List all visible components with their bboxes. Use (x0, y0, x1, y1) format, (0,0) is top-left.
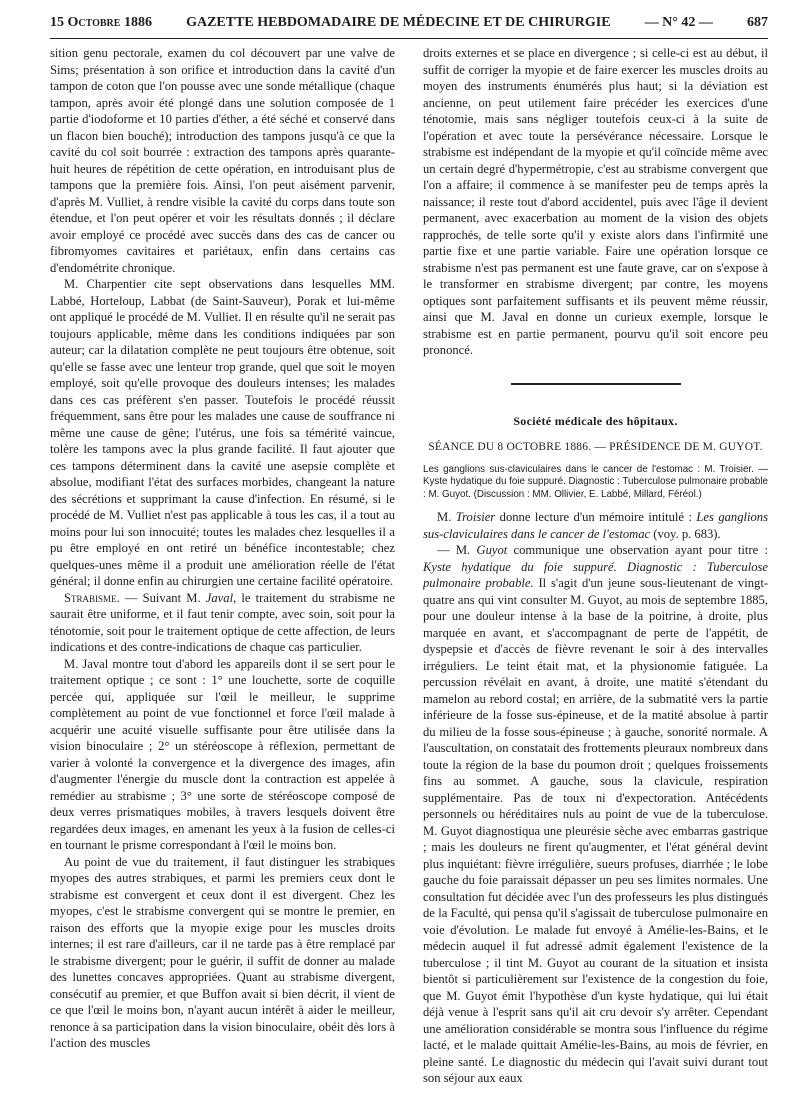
paragraph: Au point de vue du traitement, il faut distinguer les strabiques myopes des autres strabiques, et parmi les premiers ceux dont le strabisme est convergent et ceux dont il est divergent. Chez les myopes, c'est le strabisme convergent qui se montre le premier, en raison des efforts que la myopie exige pour les muscles droits internes; il est rare d'ailleurs, car il ne tarde pas à être remplacé par le strabisme divergent; pour le guérir, il suffit de donner au malade des lunettes concaves appropriées. Quant au strabisme divergent, consécutif au premier, et que Buffon avait si bien décrit, il vient de ce que l'œil le moins bon, n'ayant aucun intérêt à aider le meilleur, renonce à sa participation dans la vision binoculaire, obéit dès lors à l'action des muscles (50, 854, 395, 1050)
author-name: Troisier (455, 510, 496, 524)
paragraph: sition genu pectorale, examen du col découvert par une valve de Sims; présentation à son orifice et introduction dans la cavité d'un tampon de coton que l'on pousse avec une sonde métallique (chaque tampon, après avoir été plongé dans une solution composée de 1 partie d'iodoforme et 10 parties d'éther, a été séché et conservé dans un flacon bien bouché); introduction des tampons jusqu'à ce que la cavité du col soit bourrée : extraction des tampons après quarante-huit heures de répétition de cette opération, en introduisant plus de tampons que la première fois. Ainsi, l'on peut aisément parvenir, d'après M. Vulliet, à rendre visible la cavité du corps dans toute son étendue, et l'on peut opérer et voir les résultats donnés ; il déclare avoir employé ce procédé avec succès dans des cas de cancer ou fibromyomes cavitaires et pariétaux, enfin dans certains cas d'endométrite chronique. (50, 46, 395, 275)
section-lead: Strabisme. (64, 590, 120, 605)
text-run: donne lecture d'un mémoire intitulé : (495, 510, 697, 524)
paragraph (423, 509, 768, 542)
session-summary: Les ganglions sus-claviculaires dans le cancer de l'estomac : M. Troisier. — Kyste hydatique du foie suppuré. Diagnostic : Tuberculose pulmonaire probable : M. Guyot. (Discussion : MM. Ollivier, E. Labbé, Millard, Féréol.) (423, 463, 768, 500)
paragraph (423, 542, 768, 1087)
text-run: communique une observation ayant pour titre : (507, 543, 768, 557)
text-run: , le traitement du strabisme ne saurait être uniforme, et il faut tenir compte, avec soin, soit pour la ténotomie, soit pour le traitement optique de cette affection, de leurs indications et des contre-indications de chaque cas particulier. (50, 590, 395, 654)
left-column (50, 45, 395, 1087)
journal-title: GAZETTE HEBDOMADAIRE DE MÉDECINE ET DE CHIRURGIE (186, 15, 611, 30)
paragraph: M. Charpentier cite sept observations dans lesquelles MM. Labbé, Horteloup, Labbat (de Saint-Sauveur), Porak et lui-même ont appliqué le procédé de M. Vulliet. Il en résulte qu'il ne serait pas toujours applicable, même dans les conditions indiquées par son auteur; car la dilatation complète ne peut toujours être obtenue, soit qu'elle se fasse avec une lenteur trop grande, quel que soit le moyen employé, soit qu'elle provoque des douleurs intenses; les malades dans ces cas préfèrent s'en passer. Toutefois le procédé réussit fréquemment, sans être pour les malades une cause de souffrance ni même une cause de gêne; l'utérus, une fois sa témérité vaincue, tolère les tampons avec la plus grande facilité. Il faut ajouter que ces tampons déterminent dans la cavité une asepsie complète et absolue, modifiant l'état des surfaces morbides, changeant la nature des sécrétions et supprimant la cause d'infection. En résumé, si le procédé de M. Vulliet n'est pas applicable à tous les cas, il a tout au moins pour lui son innocuité; toutes les malades chez lesquelles il a pu être employé en ont retiré un bénéfice incontestable; chez quelques-unes même il a produit une amélioration réelle de l'état général; il donne enfin au chirurgien une certaine facilité opératoire. (50, 277, 395, 588)
memoir-title: Les ganglions sus-claviculaires dans le cancer de l'estomac (423, 510, 768, 541)
issue-date: 15 Octobre 1886 (50, 15, 152, 30)
two-column-body (50, 45, 768, 1087)
journal-page (0, 8, 800, 1095)
paragraph: M. Javal montre tout d'abord les appareils dont il se sert pour le traitement optique ; ce sont : 1° une louchette, sorte de coquille percée qui, appliquée sur l'œil le meilleur, le supprime complètement au point de vue fonctionnel et force l'œil malade à acquérir une acuité visuelle suffisante pour être utilisée dans la vision binoculaire ; 2° un stéréoscope à réflexion, permettant de varier à volonté la convergence et la divergence des images, afin d'augmenter l'énergie du muscle dont la contraction est appelée à remédier au strabisme ; 3° une sorte de stéréoscope composé de deux verres prismatiques mobiles, à travers lesquels doivent être regardées deux images, en amenant les yeux à la fusion de celles-ci en tournant le prisme correspondant à l'œil le moins bon. (50, 656, 395, 852)
text-run: — M. (437, 543, 477, 557)
text-run: M. (437, 510, 456, 524)
paragraph (50, 590, 395, 656)
right-column (423, 45, 768, 1087)
paragraph: droits externes et se place en divergence ; si celle-ci est au début, il suffit de corriger la myopie et de faire exercer les muscles droits au moyen des instruments énumérés plus haut; si la déviation est ancienne, on peut utilement faire précéder les exercices d'une ténotomie, mais sans négliger toutefois ceux-ci à la suite de l'opération et avec toute la persévérance nécessaire. Lorsque le strabisme est indépendant de la myopie et qu'il coïncide même avec un certain degré d'hypermétropie, c'est au strabisme convergent que l'on a affaire; il commence à se manifester peu de temps après la naissance; il reste tout d'abord accidentel, puis avec l'âge il devient permanent, avec exacerbation au moment de la vision des objets rapprochés, de telle sorte qu'il y existe alors dans l'infirmité une partie fixe et une partie variable. Faire une opération lorsque ce strabisme n'est pas permanent est une faute grave, car on s'expose à le transformer en strabisme divergent; par contre, les moyens optiques sont parfaitement suffisants et ils peuvent même réussir, ainsi que M. Javal en donne un curieux exemple, lorsque le strabisme est en partie permanent, pourvu qu'il soit encore peu prononcé. (423, 46, 768, 357)
page-number: 687 (746, 15, 768, 30)
author-name: Guyot (476, 543, 508, 557)
issue-number: — N° 42 — (644, 15, 713, 30)
section-heading: Société médicale des hôpitaux. (513, 413, 678, 428)
author-name: Javal (205, 590, 234, 605)
section-divider (511, 383, 681, 385)
text-run: Il s'agit d'un jeune sous-lieutenant de vingt-quatre ans qui vint consulter M. Guyot, au mois de septembre 1885, pour une douleur intense à la base de la poitrine, à droite, plus marquée en avant, et s'accompagnant de perte de l'appétit, de dyspepsie et d'accès de fièvre revenant le soir à des intervalles irréguliers. Le teint était mat, et la physionomie fatiguée. La percussion révélait en avant, à droite, une matité s'étendant du mamelon au rebord costal; en arrière, de la submatité vers la partie inférieure de la fosse sus-épineuse, et de la matité absolue à partir du milieu de la fosse sous-épineuse ; à gauche, sonorité normale. A l'auscultation, on constatait des frottements pleuraux nombreux dans toute la région de la base du poumon droit ; quelques froissements fins au sommet. A gauche, sous la clavicule, respiration supplémentaire. Pas de toux ni d'expectoration. Antécédents personnels ou héréditaires nuls au point de vue de la tuberculose. M. Guyot diagnostiqua une pleurésie sèche avec embarras gastrique ; mais les douleurs ne firent qu'augmenter, et l'état général devint plus inquiétant: fièvre irrégulière, sueurs profuses, diarrhée ; le lobe gauche du foie paraissait dépasser un peu ses limites normales. Une consultation fut décidée avec l'un des professeurs les plus distingués de la Faculté, qui pensa qu'il s'agissait de tuberculose pulmonaire en voie d'évolution. Le malade fut envoyé à Amélie-les-Bains, et le médecin auquel il fut adressé admit également l'existence de la tuberculose ; il tint M. Guyot au courant de la situation et insista bientôt si particulièrement sur l'existence de la congestion du foie, que M. Guyot émit l'hypothèse d'un kyste hydatique, qui lui était déjà venue à l'esprit sans qu'il ait cru devoir s'y arrêter. Cependant une amélioration considérable se montra sous l'influence du régime lacté, et le malade quittait Amélie-les-Bains, au mois de février, en pleine santé. Le diagnostic du médecin qui l'avait suivi durant tout son séjour aux eaux (423, 576, 768, 1085)
text-run: — Suivant M. (119, 590, 206, 605)
session-line: SÉANCE DU 8 OCTOBRE 1886. — PRÉSIDENCE DE M. GUYOT. (428, 441, 763, 453)
running-header (50, 8, 768, 39)
observation-title: Kyste hydatique du foie suppuré. Diagnostic : Tuberculose pulmonaire probable. (423, 559, 768, 590)
text-run: (voy. p. 683). (650, 526, 721, 541)
